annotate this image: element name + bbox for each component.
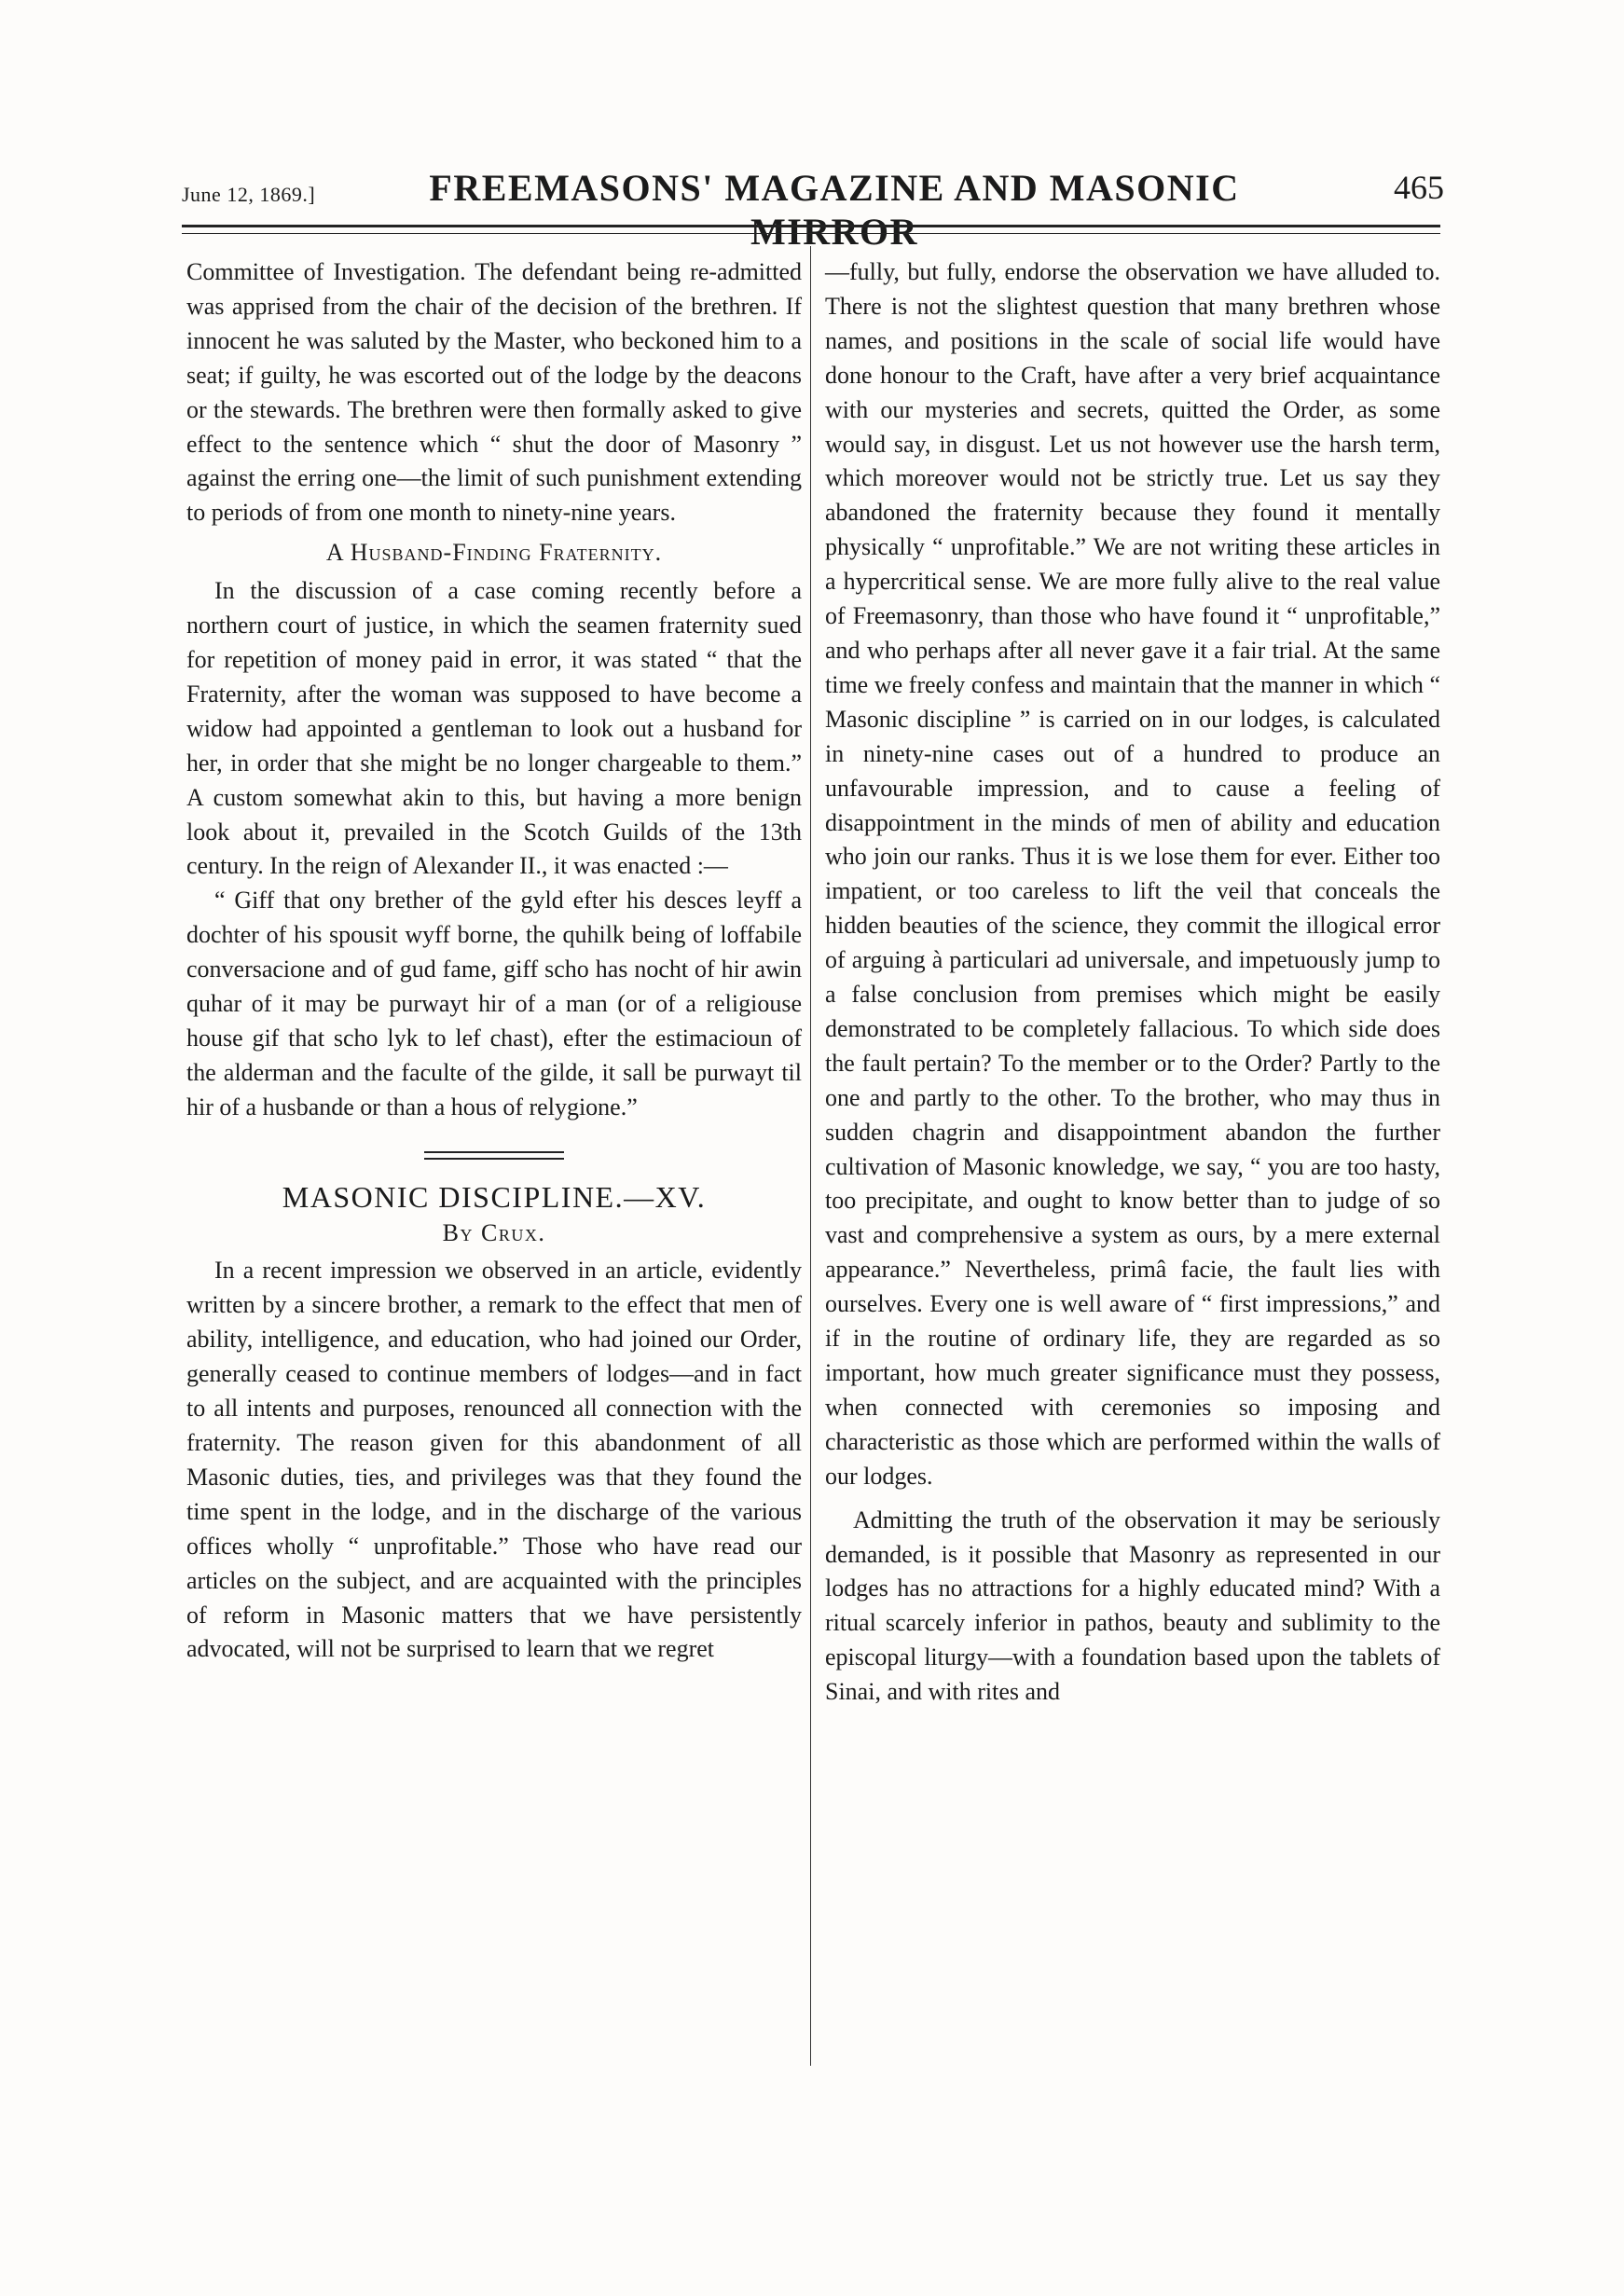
page-number: 465 bbox=[1394, 169, 1444, 206]
quotation-paragraph: “ Giff that ony brether of the gyld efter his desces leyff a dochter of his spousit wyff borne, the quhilk being of loffabile conversacione and of gud fame, giff scho has nocht of hir awin quhar of it may be purwayt hir of a man (or of a religiouse house gif that scho lyk to lef chast), efter the estimacioun of the alderman and the faculte of the gilde, it sall be purwayt til hir of a husbande or than a hous of relygione.” bbox=[186, 887, 802, 1121]
paragraph: In a recent impression we observed in an article, evidently written by a sincere brother, a remark to the effect that men of ability, intelligence, and education, who had joined our Order, generally ceased to continue members of lodges—and in fact to all intents and purposes, renounced all connection with the fraternity. The reason given for this abandonment of all Masonic duties, ties, and privileges was that they found the time spent in the lodge, and in the discharge of the various offices wholly “ unprofitable.” Those who have read our articles on the subject, and are acquainted with the principles of reform in Masonic matters that we have persistently advocated, will not be surprised to learn that we regret bbox=[186, 1257, 802, 1663]
section-title: MASONIC DISCIPLINE.—XV. bbox=[282, 1179, 707, 1214]
left-column bbox=[186, 255, 802, 1667]
section-divider bbox=[424, 1151, 564, 1160]
subheading: A Husband-Finding Fraternity. bbox=[325, 539, 663, 567]
paragraph: Admitting the truth of the observation it may be seriously demanded, is it possible that Masonry as represented in our lodges has no attractions for a highly educated mind? With a ritual scarcely inferior in pathos, beauty and sublimity to the episcopal liturgy—with a foundation based upon the tablets of Sinai, and with rites and bbox=[825, 1505, 1440, 1706]
header-rule-thick bbox=[182, 225, 1440, 227]
paragraph: Committee of Investigation. The defendant being re-admitted was apprised from the chair of the decision of the brethren. If innocent he was saluted by the Master, who beckoned him to a seat; if guilty, he was escorted out of the lodge by the deacons or the stewards. The brethren were then formally asked to give effect to the sentence which “ shut the door of Masonry ” against the erring one—the limit of such punishment extending to periods of from one month to ninety-nine years. bbox=[186, 258, 802, 527]
magazine-title: FREEMASONS' MAGAZINE AND MASONIC MIRROR bbox=[429, 167, 1240, 253]
paragraph: In the discussion of a case coming recently before a northern court of justice, in which the seamen fraternity sued for repetition of money paid in error, it was stated “ that the Fraternity, after the woman was supposed to have become a widow had appointed a gentleman to look out a husband for her, in order that she might be no longer chargeable to them.” A custom somewhat akin to this, but having a more benign look about it, prevailed in the Scotch Guilds of the 13th century. In the reign of Alexander II., it was enacted :— bbox=[186, 577, 802, 880]
header-rule-thin bbox=[182, 233, 1440, 234]
right-column bbox=[825, 255, 1440, 1710]
paragraph: —fully, but fully, endorse the observation we have alluded to. There is not the slightest question that many brethren whose names, and positions in the scale of social life would have done honour to the Craft, have after a very brief acquaintance with our mysteries and secrets, quitted the Order, as some would say, in disgust. Let us not however use the harsh term, which moreover would not be strictly true. Let us say they abandoned the fraternity because they found it mentally physically “ unprofitable.” We are not writing these articles in a hypercritical sense. We are more fully alive to the real value of Freemasonry, than those who have found it “ unprofitable,” and who perhaps after all never gave it a fair trial. At the same time we freely confess and maintain that the manner in which “ Masonic discipline ” is carried on in our lodges, is calculated in ninety-nine cases out of a hundred to produce an unfavourable impression, and to cause a feeling of disappointment in the minds of men of ability and education who join our ranks. Thus it is we lose them for ever. Either too impatient, or too careless to lift the veil that conceals the hidden beauties of the science, they commit the illogical error of arguing à particulari ad universale, and impetuously jump to a false conclusion from premises which might be easily demonstrated to be completely fallacious. To which side does the fault pertain? To the member or to the Order? Partly to the one and partly to the other. To the brother, who may thus in sudden chagrin and disappointment abandon the further cultivation of Masonic knowledge, we say, “ you are too hasty, too precipitate, and ought to know better than to judge of so vast and comprehensive a system as ours, by a mere external appearance.” Nevertheless, primâ facie, the fault lies with ourselves. Every one is well aware of “ first impressions,” and if in the routine of ordinary life, they are regarded as so important, how much greater significance must they possess, when connected with ceremonies so imposing and characteristic as those which are performed within the walls of our lodges. bbox=[825, 258, 1440, 1490]
page-header bbox=[182, 160, 1444, 253]
column-divider bbox=[810, 246, 811, 2066]
byline: By Crux. bbox=[442, 1218, 546, 1246]
paragraph-gap bbox=[825, 1494, 1440, 1504]
issue-date: June 12, 1869.] bbox=[182, 183, 316, 206]
